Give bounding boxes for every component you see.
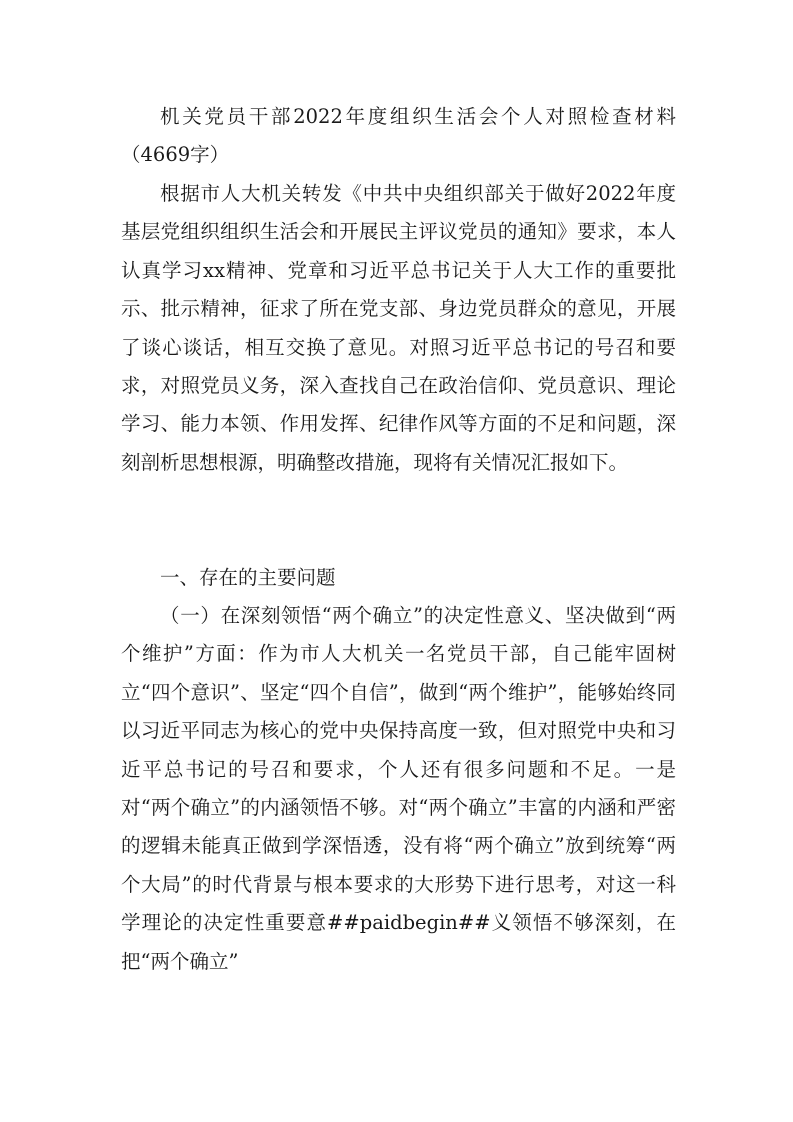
section-heading: 一、存在的主要问题 [160,566,336,589]
paragraph-intro: 根据市人大机关转发《中共中央组织部关于做好2022年度基层党组织组织生活会和开展民主评议党员的通知》要求，本人认真学习xx精神、党章和习近平总书记关于人大工作的重要批示、批示精神，征求了所在党支部、身边党员群众的意见，开展了谈心谈话，相互交换了意见。对照习近平总书记的号召和要求，对照党员义务，深入查找自己在政治信仰、党员意识、理论学习、能力本领、作用发挥、纪律作风等方面的不足和问题，深刻剖析思想根源，明确整改措施，现将有关情况汇报如下。 [121,182,676,474]
document-title: 机关党员干部2022年度组织生活会个人对照检查材料（4669字） [121,105,676,167]
paragraph-problem-1: （一）在深刻领悟“两个确立”的决定性意义、坚决做到“两个维护”方面：作为市人大机关一名党员干部，自己能牢固树立“四个意识”、坚定“四个自信”，做到“两个维护”，能够始终同以习近平同志为核心的党中央保持高度一致，但对照党中央和习近平总书记的号召和要求，个人还有很多问题和不足。一是对“两个确立”的内涵领悟不够。对“两个确立”丰富的内涵和严密的逻辑未能真正做到学深悟透，没有将“两个确立”放到统筹“两个大局”的时代背景与根本要求的大形势下进行思考，对这一科学理论的决定性重要意##paidbegin##义领悟不够深刻，在把“两个确立” [121,604,676,973]
